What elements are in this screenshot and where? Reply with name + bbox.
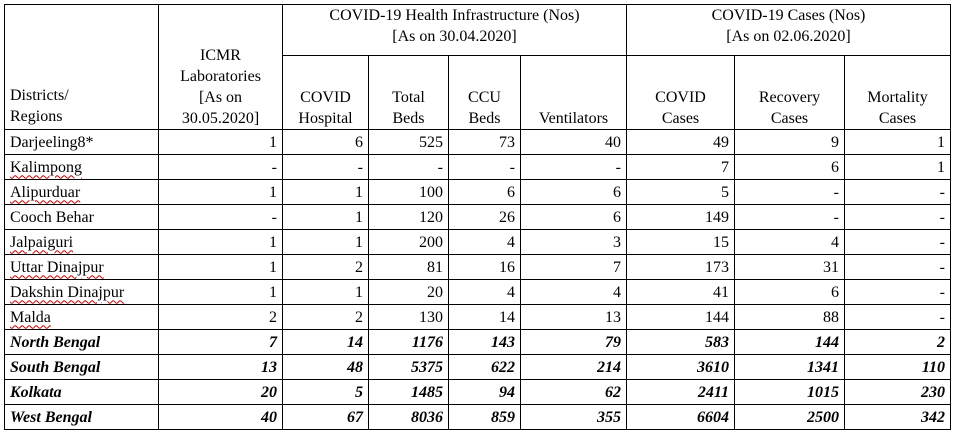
value-cell: 6604 [627, 405, 735, 430]
value-cell: 144 [735, 330, 845, 355]
table-row [5, 230, 951, 255]
covid-hospital-header: COVID Hospital [283, 56, 369, 130]
infrastructure-group-header: COVID-19 Health Infrastructure (Nos) [As on 30.04.2020] [283, 5, 627, 56]
value-cell: 583 [627, 330, 735, 355]
cases-group-header: COVID-19 Cases (Nos) [As on 02.06.2020] [627, 5, 951, 56]
district-name-cell [5, 205, 159, 230]
value-cell: 6 [521, 180, 627, 205]
table-body [5, 130, 951, 430]
value-cell: 88 [735, 305, 845, 330]
value-cell: 14 [283, 330, 369, 355]
value-cell: 6 [283, 130, 369, 155]
value-cell: 1176 [369, 330, 449, 355]
value-cell: 26 [449, 205, 521, 230]
value-cell: - [159, 205, 283, 230]
value-cell: 120 [369, 205, 449, 230]
district-name: West Bengal [10, 408, 92, 426]
value-cell: 214 [521, 355, 627, 380]
value-cell: 1341 [735, 355, 845, 380]
value-cell: 622 [449, 355, 521, 380]
value-cell: 1015 [735, 380, 845, 405]
table-row [5, 355, 951, 380]
value-cell: 2 [283, 305, 369, 330]
value-cell: 8036 [369, 405, 449, 430]
district-name: Darjeeling8* [10, 133, 94, 151]
table-row [5, 330, 951, 355]
value-cell: 40 [159, 405, 283, 430]
value-cell: - [845, 305, 951, 330]
value-cell: 79 [521, 330, 627, 355]
value-cell: 2411 [627, 380, 735, 405]
value-cell: 1 [283, 230, 369, 255]
district-name-cell [5, 280, 159, 305]
value-cell: 15 [627, 230, 735, 255]
value-cell: 5 [627, 180, 735, 205]
ventilators-header: Ventilators [521, 56, 627, 130]
value-cell: 7 [521, 255, 627, 280]
district-name: Malda [10, 308, 51, 326]
value-cell: 130 [369, 305, 449, 330]
value-cell: 94 [449, 380, 521, 405]
value-cell: 67 [283, 405, 369, 430]
value-cell: 4 [735, 230, 845, 255]
value-cell: 7 [627, 155, 735, 180]
table-row [5, 255, 951, 280]
icmr-header: ICMR Laboratories [As on 30.05.2020] [159, 5, 283, 130]
value-cell: 48 [283, 355, 369, 380]
district-name: Alipurduar [10, 183, 81, 201]
covid-cases-header: COVID Cases [627, 56, 735, 130]
value-cell: 4 [449, 280, 521, 305]
value-cell: - [159, 155, 283, 180]
value-cell: 143 [449, 330, 521, 355]
value-cell: 1 [283, 280, 369, 305]
district-name-cell [5, 355, 159, 380]
table-row [5, 405, 951, 430]
district-name-cell [5, 180, 159, 205]
value-cell: 9 [735, 130, 845, 155]
district-name-cell [5, 380, 159, 405]
value-cell: 14 [449, 305, 521, 330]
value-cell: 13 [521, 305, 627, 330]
value-cell: - [369, 155, 449, 180]
district-name: Dakshin Dinajpur [10, 283, 125, 301]
value-cell: - [521, 155, 627, 180]
value-cell: 859 [449, 405, 521, 430]
value-cell: 1 [159, 180, 283, 205]
value-cell: 1 [159, 280, 283, 305]
value-cell: 1 [159, 230, 283, 255]
district-name-cell [5, 305, 159, 330]
district-name: Uttar Dinajpur [10, 258, 104, 276]
district-name-cell [5, 130, 159, 155]
table-row [5, 155, 951, 180]
value-cell: - [845, 280, 951, 305]
value-cell: 4 [521, 280, 627, 305]
district-name: South Bengal [10, 358, 101, 376]
value-cell: 525 [369, 130, 449, 155]
district-name: Kolkata [10, 383, 62, 401]
value-cell: 173 [627, 255, 735, 280]
total-beds-header: Total Beds [369, 56, 449, 130]
value-cell: 3 [521, 230, 627, 255]
value-cell: 1 [845, 130, 951, 155]
covid-infrastructure-table [4, 4, 951, 430]
value-cell: 20 [369, 280, 449, 305]
value-cell: - [845, 180, 951, 205]
district-name: Kalimpong [10, 158, 82, 176]
value-cell: 81 [369, 255, 449, 280]
value-cell: 49 [627, 130, 735, 155]
value-cell: 2 [159, 305, 283, 330]
districts-header: Districts/ Regions [5, 5, 159, 130]
value-cell: 3610 [627, 355, 735, 380]
value-cell: 62 [521, 380, 627, 405]
value-cell: - [845, 205, 951, 230]
value-cell: 6 [521, 205, 627, 230]
district-name-cell [5, 330, 159, 355]
value-cell: 16 [449, 255, 521, 280]
value-cell: 342 [845, 405, 951, 430]
district-name-cell [5, 155, 159, 180]
district-name: North Bengal [10, 333, 101, 351]
value-cell: 20 [159, 380, 283, 405]
value-cell: 1 [159, 130, 283, 155]
value-cell: - [735, 205, 845, 230]
table-row [5, 305, 951, 330]
value-cell: 1 [159, 255, 283, 280]
value-cell: 100 [369, 180, 449, 205]
value-cell: 6 [449, 180, 521, 205]
value-cell: 6 [735, 155, 845, 180]
value-cell: 41 [627, 280, 735, 305]
value-cell: 2 [283, 255, 369, 280]
value-cell: 355 [521, 405, 627, 430]
value-cell: 1 [283, 205, 369, 230]
value-cell: 230 [845, 380, 951, 405]
value-cell: 73 [449, 130, 521, 155]
mortality-cases-header: Mortality Cases [845, 56, 951, 130]
value-cell: - [845, 230, 951, 255]
value-cell: 2500 [735, 405, 845, 430]
value-cell: 1 [283, 180, 369, 205]
value-cell: 1 [845, 155, 951, 180]
value-cell: 13 [159, 355, 283, 380]
value-cell: 6 [735, 280, 845, 305]
value-cell: 200 [369, 230, 449, 255]
value-cell: 4 [449, 230, 521, 255]
value-cell: 1485 [369, 380, 449, 405]
table-row [5, 205, 951, 230]
value-cell: - [845, 255, 951, 280]
recovery-cases-header: Recovery Cases [735, 56, 845, 130]
district-name: Jalpaiguri [10, 233, 74, 251]
table-row [5, 380, 951, 405]
table-row [5, 280, 951, 305]
value-cell: 5375 [369, 355, 449, 380]
ccu-beds-header: CCU Beds [449, 56, 521, 130]
value-cell: 110 [845, 355, 951, 380]
table-row [5, 180, 951, 205]
district-name-cell [5, 255, 159, 280]
value-cell: - [283, 155, 369, 180]
value-cell: 40 [521, 130, 627, 155]
district-name-cell [5, 230, 159, 255]
value-cell: - [735, 180, 845, 205]
value-cell: 2 [845, 330, 951, 355]
table-row [5, 130, 951, 155]
value-cell: 31 [735, 255, 845, 280]
district-name-cell [5, 405, 159, 430]
value-cell: 7 [159, 330, 283, 355]
value-cell: - [449, 155, 521, 180]
value-cell: 149 [627, 205, 735, 230]
district-name: Cooch Behar [10, 208, 94, 226]
value-cell: 144 [627, 305, 735, 330]
value-cell: 5 [283, 380, 369, 405]
